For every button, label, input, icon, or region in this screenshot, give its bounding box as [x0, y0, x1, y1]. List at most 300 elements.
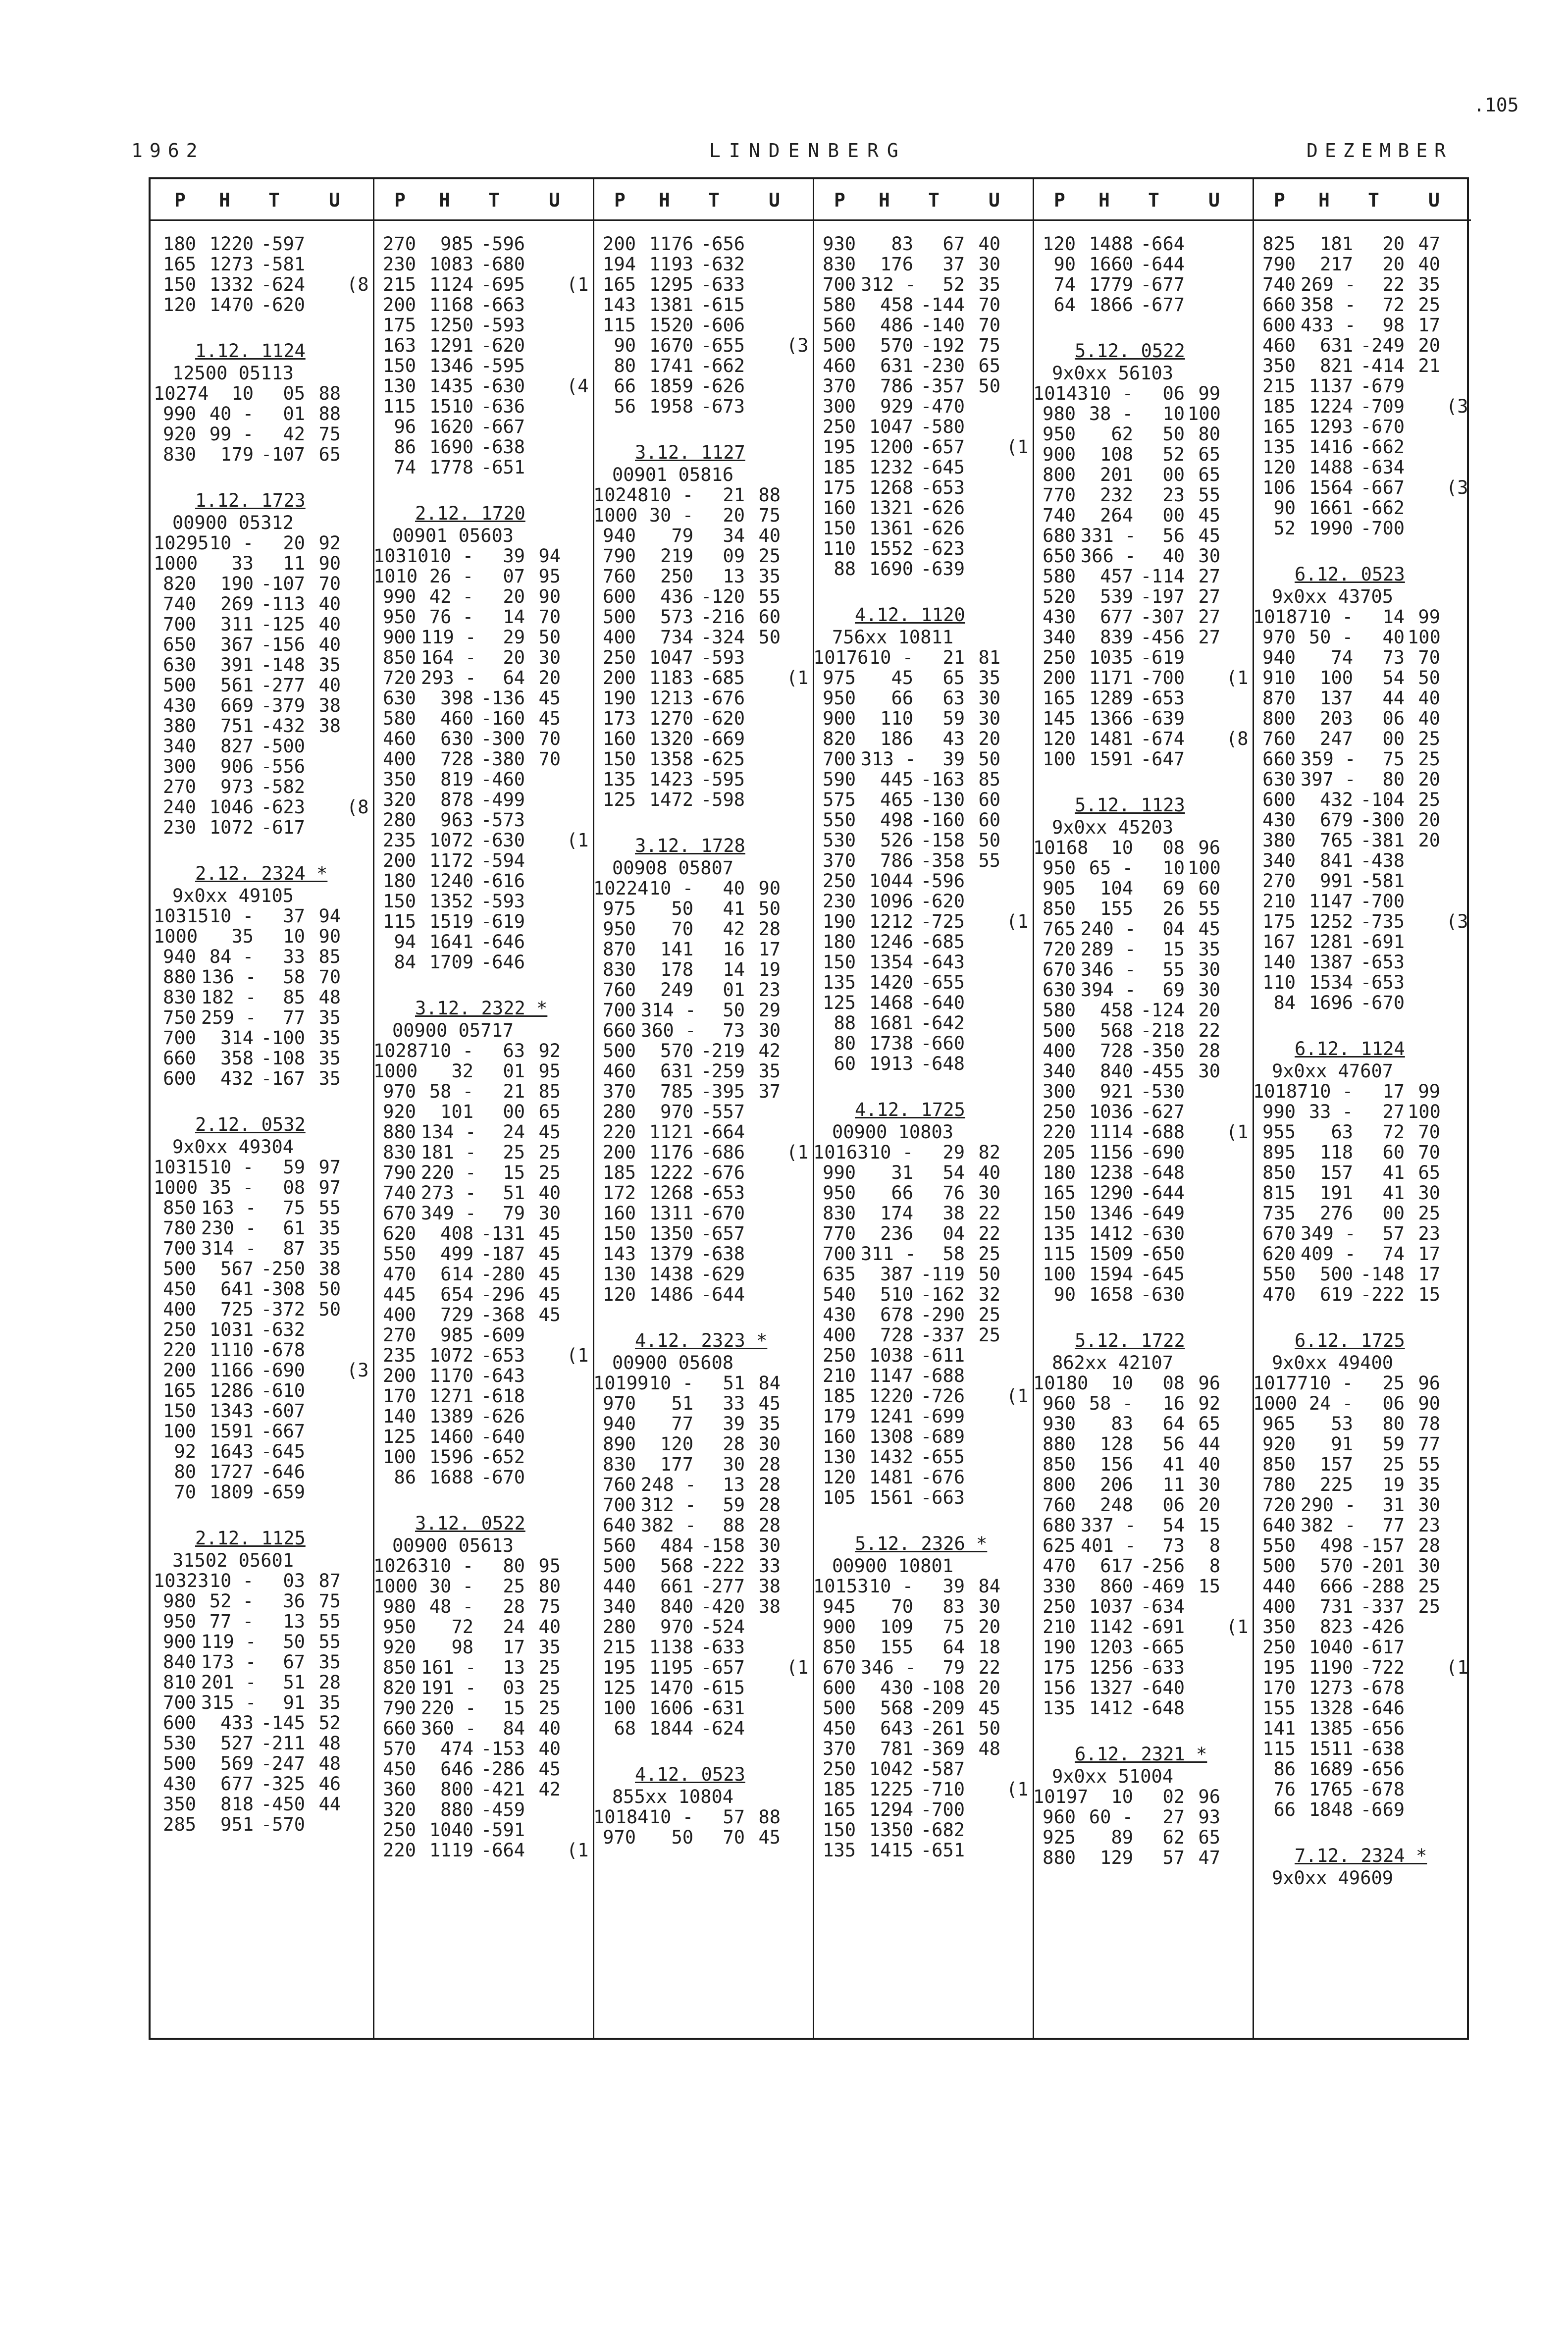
cell-temperature: -358: [920, 850, 965, 871]
cell-pressure: 950: [1043, 857, 1076, 879]
cell-humidity: 93: [1198, 1806, 1220, 1828]
table-row: [1030, 1020, 1253, 1041]
cell-pressure: 950: [1043, 423, 1076, 445]
block-gap: [151, 838, 373, 858]
table-row: [810, 871, 1033, 891]
table-row: [1030, 899, 1253, 919]
table-row: [370, 586, 593, 607]
cell-height: 1412: [1089, 1223, 1133, 1244]
cell-pressure: 825: [1262, 233, 1296, 255]
table-row: [151, 716, 373, 736]
cell-temperature: -655: [920, 972, 965, 993]
cell-height: 50: [671, 1827, 693, 1848]
cell-height: 1958: [649, 396, 693, 417]
cell-humidity: 38: [758, 1576, 781, 1597]
cell-height: 10 -: [1089, 383, 1133, 404]
ascent-date: [1250, 1325, 1471, 1353]
table-row: [1250, 668, 1471, 688]
cell-pressure: 10184: [593, 1806, 649, 1828]
cell-temperature: -337: [920, 1324, 965, 1346]
cell-height: 387: [880, 1264, 913, 1285]
ascent-date-label: 4.12. 2323 *: [635, 1330, 768, 1351]
table-row: [151, 553, 373, 574]
cell-temperature: 65: [942, 667, 965, 688]
cell-temperature: -160: [920, 809, 965, 831]
table-row: [1030, 1000, 1253, 1020]
cell-pressure: 74: [394, 457, 416, 478]
table-row: [810, 1739, 1033, 1759]
table-row: [370, 396, 593, 417]
ascent-code: [1250, 586, 1471, 607]
cell-temperature: 20: [1382, 254, 1405, 275]
cell-temperature: -556: [261, 756, 305, 777]
cell-pressure: 10187: [1253, 1081, 1308, 1102]
cell-pressure: 820: [163, 573, 196, 594]
cell-pressure: 470: [1043, 1555, 1076, 1577]
cell-pressure: 650: [1043, 545, 1076, 567]
table-row: [370, 1183, 593, 1203]
table-row: [151, 1320, 373, 1340]
table-row: [810, 437, 1033, 457]
ascent-code: [1250, 1353, 1471, 1373]
cell-pressure: 120: [823, 1467, 856, 1488]
cell-height: 240 -: [1081, 918, 1136, 940]
cell-pressure: 130: [603, 1264, 636, 1285]
table-row: [1030, 1393, 1253, 1414]
cell-pressure: 100: [603, 1697, 636, 1719]
table-row: [151, 817, 373, 838]
cell-temperature: -640: [480, 1426, 525, 1447]
cell-temperature: 79: [503, 1203, 525, 1224]
cell-pressure: 165: [1262, 416, 1296, 437]
cell-temperature: -678: [1360, 1779, 1405, 1800]
cell-humidity: 30: [978, 688, 1000, 709]
table-row: [1250, 627, 1471, 647]
cell-pressure: 650: [163, 634, 196, 655]
cell-pressure: 580: [1043, 566, 1076, 587]
cell-temperature: 13: [723, 1474, 745, 1495]
table-row: [810, 295, 1033, 315]
cell-temperature: -646: [480, 931, 525, 952]
cell-pressure: 1000: [373, 1576, 418, 1597]
table-row: [810, 1447, 1033, 1467]
cell-height: 100: [1320, 667, 1353, 688]
cell-pressure: 700: [163, 1027, 196, 1049]
table-row: [1250, 607, 1471, 627]
cell-height: 1688: [429, 1467, 473, 1488]
table-row: [590, 708, 813, 729]
cell-pressure: 780: [1262, 1474, 1296, 1495]
table-row: [590, 1203, 813, 1223]
table-row: [370, 1203, 593, 1223]
table-row: [590, 959, 813, 980]
ascent-code: [590, 465, 813, 485]
cell-humidity: 50: [758, 898, 781, 919]
cell-pressure: 830: [603, 1454, 636, 1475]
table-row: [370, 1223, 593, 1244]
cell-humidity: 55: [1418, 1454, 1440, 1475]
cell-pressure: 140: [1262, 952, 1296, 973]
cell-humidity: 99: [1198, 383, 1220, 404]
cell-temperature: 75: [1382, 748, 1405, 770]
cell-height: 232: [1100, 484, 1133, 506]
cell-temperature: 27: [1382, 1101, 1405, 1122]
cell-humidity: 45: [538, 1758, 561, 1780]
cell-humidity: 50: [978, 1264, 1000, 1285]
cell-height: 1212: [869, 911, 913, 932]
cell-pressure: 10177: [1253, 1373, 1308, 1394]
table-row: [1250, 1596, 1471, 1617]
table-row: [1250, 1678, 1471, 1698]
cell-height: 1311: [649, 1203, 693, 1224]
cell-height: 1096: [869, 891, 913, 912]
cell-height: 643: [880, 1718, 913, 1739]
cell-humidity: 96: [1418, 1373, 1440, 1394]
cell-humidity: 45: [538, 1243, 561, 1265]
cell-pressure: 120: [1043, 728, 1076, 749]
ascent-code-label: 862xx 42107: [1052, 1352, 1174, 1374]
cell-pressure: 700: [823, 274, 856, 295]
cell-pressure: 68: [614, 1718, 636, 1739]
table-row: [1030, 1515, 1253, 1535]
cell-temperature: -107: [261, 444, 305, 465]
cell-height: 201: [1100, 464, 1133, 485]
table-row: [370, 356, 593, 376]
cell-height: 728: [1100, 1040, 1133, 1061]
table-row: [810, 1467, 1033, 1487]
cell-height: 70: [891, 1596, 913, 1617]
cell-temperature: -667: [261, 1421, 305, 1442]
cell-height: 273 -: [421, 1182, 476, 1204]
cell-height: 677: [220, 1773, 254, 1795]
cell-pressure: 250: [1043, 647, 1076, 668]
table-row: [370, 566, 593, 586]
cell-height: 118: [1320, 1142, 1353, 1163]
cell-note: (1: [786, 1142, 809, 1163]
cell-pressure: 460: [603, 1060, 636, 1082]
table-row: [590, 396, 813, 417]
table-row: [370, 1061, 593, 1081]
table-column: [590, 179, 814, 2038]
cell-temperature: -307: [1140, 606, 1185, 628]
cell-temperature: 58: [942, 1243, 965, 1265]
table-row: [370, 790, 593, 810]
cell-pressure: 370: [823, 375, 856, 397]
table-row: [370, 1284, 593, 1305]
cell-humidity: 85: [978, 769, 1000, 790]
cell-height: 1124: [429, 274, 473, 295]
cell-pressure: 60: [834, 1053, 856, 1074]
cell-humidity: 100: [1188, 403, 1221, 424]
table-row: [1030, 607, 1253, 627]
cell-height: 408: [440, 1223, 473, 1244]
table-row: [1030, 1596, 1253, 1617]
cell-temperature: -633: [1140, 1657, 1185, 1678]
cell-pressure: 130: [823, 1446, 856, 1468]
cell-humidity: 15: [1198, 1515, 1220, 1536]
cell-temperature: -595: [480, 355, 525, 376]
cell-temperature: 06: [1382, 1393, 1405, 1414]
ascent-date-label: 3.12. 0522: [415, 1513, 525, 1534]
cell-temperature: 57: [1382, 1223, 1405, 1244]
table-row: [151, 1591, 373, 1611]
cell-pressure: 990: [823, 1162, 856, 1183]
cell-humidity: 30: [1198, 545, 1220, 567]
cell-temperature: 64: [1162, 1413, 1185, 1434]
cell-temperature: -648: [1140, 1697, 1185, 1719]
table-row: [1030, 465, 1253, 485]
cell-pressure: 150: [823, 952, 856, 973]
cell-temperature: 28: [503, 1596, 525, 1617]
cell-height: 484: [660, 1535, 693, 1556]
cell-height: 1137: [1308, 375, 1353, 397]
block-gap: [590, 417, 813, 437]
cell-humidity: 30: [1198, 959, 1220, 980]
cell-humidity: 100: [1408, 1101, 1441, 1122]
table-row: [151, 404, 373, 424]
table-row: [810, 417, 1033, 437]
cell-height: 1681: [869, 1012, 913, 1034]
cell-temperature: 57: [1162, 1847, 1185, 1868]
cell-temperature: -113: [261, 593, 305, 615]
cell-pressure: 660: [383, 1718, 416, 1739]
cell-pressure: 10224: [593, 878, 649, 899]
table-row: [151, 1632, 373, 1652]
cell-temperature: 42: [283, 423, 305, 445]
cell-temperature: -286: [480, 1758, 525, 1780]
cell-temperature: -644: [1140, 1182, 1185, 1204]
cell-temperature: 03: [503, 1677, 525, 1698]
table-row: [1030, 729, 1253, 749]
cell-humidity: 70: [318, 573, 341, 594]
table-row: [1250, 1535, 1471, 1556]
cell-temperature: -280: [480, 1264, 525, 1285]
table-row: [370, 932, 593, 952]
cell-temperature: -261: [920, 1718, 965, 1739]
table-column: [1250, 179, 1471, 2038]
cell-temperature: -119: [920, 1264, 965, 1285]
cell-temperature: -646: [1360, 1697, 1405, 1719]
cell-height: 203: [1320, 708, 1353, 729]
table-row: [1030, 505, 1253, 526]
cell-pressure: 740: [383, 1182, 416, 1204]
table-row: [370, 1556, 593, 1576]
ascent-code-label: 12500 05113: [172, 363, 294, 384]
cell-humidity: 55: [978, 850, 1000, 871]
cell-height: 1641: [429, 931, 473, 952]
cell-pressure: 300: [823, 396, 856, 417]
cell-humidity: 45: [758, 1393, 781, 1414]
cell-height: 217: [1320, 254, 1353, 275]
cell-humidity: 95: [538, 1060, 561, 1082]
block-gap: [590, 1305, 813, 1325]
cell-temperature: 74: [1382, 1243, 1405, 1265]
table-row: [1250, 1393, 1471, 1414]
cell-height: 109: [880, 1616, 913, 1638]
cell-temperature: 40: [723, 878, 745, 899]
cell-pressure: 125: [823, 992, 856, 1013]
table-row: [1030, 485, 1253, 505]
cell-pressure: 141: [1262, 1718, 1296, 1739]
cell-temperature: -643: [920, 952, 965, 973]
cell-pressure: 10323: [154, 1570, 209, 1591]
table-row: [370, 871, 593, 891]
table-row: [370, 1041, 593, 1061]
table-row: [590, 688, 813, 708]
cell-pressure: 120: [163, 294, 196, 316]
header-p: P: [1054, 189, 1065, 211]
cell-temperature: -725: [920, 911, 965, 932]
cell-height: 10 -: [649, 484, 693, 506]
cell-pressure: 965: [1262, 1413, 1296, 1434]
cell-height: 83: [891, 233, 913, 255]
cell-temperature: 70: [723, 1827, 745, 1848]
cell-temperature: -580: [920, 416, 965, 437]
table-row: [590, 1223, 813, 1244]
cell-height: 527: [220, 1733, 254, 1754]
cell-temperature: -148: [261, 654, 305, 676]
table-row: [151, 614, 373, 635]
cell-humidity: 50: [978, 748, 1000, 770]
cell-temperature: 39: [942, 748, 965, 770]
cell-temperature: 36: [283, 1590, 305, 1612]
table-row: [1030, 939, 1253, 959]
cell-humidity: 32: [978, 1284, 1000, 1305]
cell-height: 230 -: [201, 1217, 257, 1239]
cell-temperature: -636: [480, 396, 525, 417]
cell-height: 1281: [1308, 931, 1353, 952]
table-row: [151, 1733, 373, 1753]
cell-height: 498: [1320, 1535, 1353, 1556]
cell-pressure: 400: [383, 748, 416, 770]
table-row: [590, 1515, 813, 1535]
cell-pressure: 170: [383, 1385, 416, 1407]
cell-height: 860: [1100, 1576, 1133, 1597]
cell-height: 1591: [1089, 748, 1133, 770]
cell-pressure: 320: [383, 789, 416, 810]
cell-height: 1727: [209, 1461, 254, 1482]
cell-pressure: 1000: [154, 1177, 198, 1198]
cell-height: 1252: [1308, 911, 1353, 932]
table-row: [590, 1827, 813, 1848]
cell-temperature: -690: [261, 1360, 305, 1381]
cell-height: 401 -: [1081, 1535, 1136, 1556]
cell-temperature: 50: [1162, 423, 1185, 445]
cell-pressure: 320: [383, 1799, 416, 1820]
column-header: [810, 179, 1033, 221]
cell-height: 1040: [429, 1819, 473, 1841]
table-row: [1030, 1475, 1253, 1495]
table-row: [1250, 457, 1471, 477]
cell-temperature: -650: [1140, 1243, 1185, 1265]
cell-height: 24 -: [1308, 1393, 1353, 1414]
table-row: [590, 1122, 813, 1142]
cell-temperature: -594: [480, 850, 525, 871]
table-row: [370, 1142, 593, 1163]
ascent-code-label: 9x0xx 43705: [1272, 586, 1394, 607]
cell-height: 225: [1320, 1474, 1353, 1495]
cell-height: 315 -: [201, 1692, 257, 1713]
cell-pressure: 120: [1262, 457, 1296, 478]
cell-temperature: -676: [700, 688, 745, 709]
cell-temperature: -300: [480, 728, 525, 749]
cell-temperature: 75: [942, 1616, 965, 1638]
cell-height: 568: [880, 1697, 913, 1719]
cell-temperature: 41: [1162, 1454, 1185, 1475]
cell-pressure: 760: [1043, 1494, 1076, 1516]
table-row: [1250, 993, 1471, 1013]
table-row: [1030, 1434, 1253, 1454]
cell-pressure: 400: [163, 1299, 196, 1320]
cell-height: 1110: [209, 1339, 254, 1361]
cell-height: 1350: [869, 1819, 913, 1841]
cell-humidity: 40: [1418, 708, 1440, 729]
cell-humidity: 28: [318, 1672, 341, 1693]
cell-height: 1366: [1089, 708, 1133, 729]
cell-temperature: -140: [920, 315, 965, 336]
cell-pressure: 110: [823, 538, 856, 559]
cell-temperature: 55: [1162, 959, 1185, 980]
cell-humidity: 30: [1418, 1182, 1440, 1204]
ascent-date-label: 3.12. 1127: [635, 442, 745, 463]
table-row: [590, 274, 813, 295]
cell-temperature: -645: [261, 1441, 305, 1462]
table-row: [810, 830, 1033, 850]
table-row: [590, 1678, 813, 1698]
cell-temperature: -626: [920, 497, 965, 519]
table-row: [810, 234, 1033, 254]
cell-pressure: 84: [1273, 992, 1296, 1013]
table-row: [151, 777, 373, 797]
table-row: [810, 1406, 1033, 1427]
cell-height: 141: [660, 939, 693, 960]
cell-temperature: 75: [283, 1197, 305, 1218]
cell-humidity: 47: [1198, 1847, 1220, 1868]
cell-pressure: 10315: [154, 1157, 209, 1178]
cell-pressure: 200: [603, 1142, 636, 1163]
cell-pressure: 135: [603, 769, 636, 790]
ascent-code-label: 00900 05717: [392, 1020, 514, 1041]
table-row: [151, 1794, 373, 1814]
cell-temperature: 25: [1382, 1454, 1405, 1475]
table-row: [1030, 274, 1253, 295]
cell-pressure: 155: [1262, 1697, 1296, 1719]
cell-height: 33: [231, 553, 254, 574]
cell-pressure: 600: [823, 1677, 856, 1698]
cell-temperature: -663: [480, 294, 525, 316]
cell-temperature: 14: [723, 959, 745, 980]
cell-temperature: -663: [920, 1487, 965, 1508]
cell-height: 728: [880, 1324, 913, 1346]
cell-height: 729: [440, 1304, 473, 1325]
cell-pressure: 115: [1262, 1738, 1296, 1759]
cell-temperature: -677: [1140, 294, 1185, 316]
table-row: [370, 1678, 593, 1698]
table-row: [1250, 498, 1471, 518]
cell-temperature: 00: [503, 1101, 525, 1122]
cell-height: 1519: [429, 911, 473, 932]
cell-pressure: 150: [823, 1819, 856, 1841]
cell-temperature: -674: [1140, 728, 1185, 749]
cell-pressure: 250: [1043, 1596, 1076, 1617]
cell-height: 568: [1100, 1020, 1133, 1041]
table-row: [590, 1475, 813, 1495]
cell-humidity: 17: [1418, 1243, 1440, 1265]
cell-humidity: 35: [758, 566, 781, 587]
cell-humidity: 23: [758, 979, 781, 1001]
cell-height: 458: [1100, 1000, 1133, 1021]
cell-pressure: 175: [1043, 1657, 1076, 1678]
